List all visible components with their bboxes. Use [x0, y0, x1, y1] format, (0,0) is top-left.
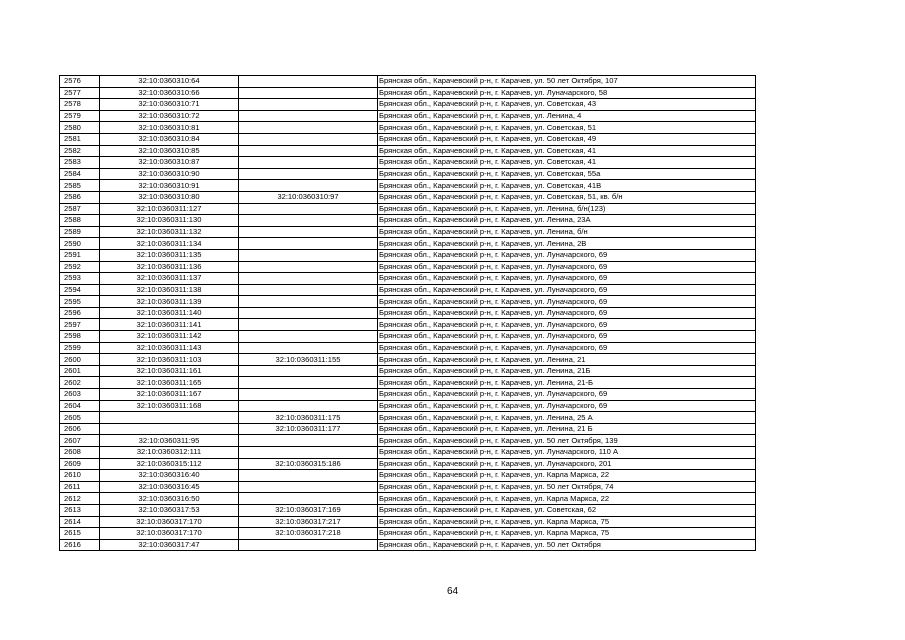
linked-cadastral-number-cell: [239, 180, 378, 192]
cadastral-number-cell: 32:10:0360311:141: [100, 319, 239, 331]
linked-cadastral-number-cell: [239, 249, 378, 261]
cadastral-number-cell: 32:10:0360311:142: [100, 331, 239, 343]
table-row: [60, 249, 756, 261]
row-number-cell: 2587: [60, 203, 100, 215]
row-number-cell: 2598: [60, 331, 100, 343]
cadastral-number-cell: 32:10:0360311:168: [100, 400, 239, 412]
table-row: [60, 400, 756, 412]
row-number-cell: 2592: [60, 261, 100, 273]
row-number-cell: 2601: [60, 365, 100, 377]
row-number-cell: 2577: [60, 87, 100, 99]
table-row: [60, 180, 756, 192]
table-row: [60, 389, 756, 401]
address-cell: Брянская обл., Карачевский р-н, г. Карачев, ул. Карла Маркса, 22: [378, 493, 756, 505]
linked-cadastral-number-cell: [239, 539, 378, 551]
cadastral-number-cell: 32:10:0360311:137: [100, 273, 239, 285]
cadastral-number-cell: 32:10:0360310:81: [100, 122, 239, 134]
linked-cadastral-number-cell: 32:10:0360317:169: [239, 504, 378, 516]
linked-cadastral-number-cell: [239, 365, 378, 377]
cadastral-number-cell: 32:10:0360311:130: [100, 215, 239, 227]
address-cell: Брянская обл., Карачевский р-н, г. Карачев, ул. Ленина, 4: [378, 110, 756, 122]
table-row: [60, 191, 756, 203]
row-number-cell: 2584: [60, 168, 100, 180]
linked-cadastral-number-cell: 32:10:0360311:155: [239, 354, 378, 366]
linked-cadastral-number-cell: 32:10:0360311:177: [239, 423, 378, 435]
table-row: [60, 238, 756, 250]
table-row: [60, 516, 756, 528]
address-cell: Брянская обл., Карачевский р-н, г. Карачев, ул. Ленина, 2В: [378, 238, 756, 250]
table-row: [60, 528, 756, 540]
linked-cadastral-number-cell: [239, 238, 378, 250]
table-row: [60, 76, 756, 88]
cadastral-number-cell: 32:10:0360317:47: [100, 539, 239, 551]
cadastral-number-cell: 32:10:0360311:134: [100, 238, 239, 250]
linked-cadastral-number-cell: [239, 76, 378, 88]
cadastral-number-cell: 32:10:0360310:85: [100, 145, 239, 157]
row-number-cell: 2610: [60, 470, 100, 482]
address-cell: Брянская обл., Карачевский р-н, г. Карачев, ул. Ленина, 21 Б: [378, 423, 756, 435]
row-number-cell: 2612: [60, 493, 100, 505]
address-cell: Брянская обл., Карачевский р-н, г. Карачев, ул. Луначарского, 58: [378, 87, 756, 99]
row-number-cell: 2609: [60, 458, 100, 470]
row-number-cell: 2596: [60, 307, 100, 319]
linked-cadastral-number-cell: [239, 203, 378, 215]
cadastral-number-cell: 32:10:0360311:140: [100, 307, 239, 319]
page-number: 64: [446, 586, 459, 597]
row-number-cell: 2605: [60, 412, 100, 424]
cadastral-number-cell: 32:10:0360311:103: [100, 354, 239, 366]
row-number-cell: 2590: [60, 238, 100, 250]
table-row: [60, 354, 756, 366]
row-number-cell: 2600: [60, 354, 100, 366]
cadastral-number-cell: 32:10:0360311:95: [100, 435, 239, 447]
address-cell: Брянская обл., Карачевский р-н, г. Карачев, ул. Советская, 41: [378, 145, 756, 157]
linked-cadastral-number-cell: [239, 145, 378, 157]
cadastral-number-cell: 32:10:0360310:91: [100, 180, 239, 192]
address-cell: Брянская обл., Карачевский р-н, г. Карачев, ул. Луначарского, 69: [378, 307, 756, 319]
table-row: [60, 122, 756, 134]
table-row: [60, 261, 756, 273]
linked-cadastral-number-cell: [239, 377, 378, 389]
row-number-cell: 2615: [60, 528, 100, 540]
address-cell: Брянская обл., Карачевский р-н, г. Карачев, ул. Ленина, б/н(123): [378, 203, 756, 215]
address-cell: Брянская обл., Карачевский р-н, г. Карачев, ул. Советская, 51, кв. б/н: [378, 191, 756, 203]
address-cell: Брянская обл., Карачевский р-н, г. Карачев, ул. 50 лет Октября: [378, 539, 756, 551]
cadastral-number-cell: 32:10:0360310:84: [100, 133, 239, 145]
linked-cadastral-number-cell: [239, 168, 378, 180]
linked-cadastral-number-cell: [239, 493, 378, 505]
cadastral-number-cell: 32:10:0360310:64: [100, 76, 239, 88]
address-cell: Брянская обл., Карачевский р-н, г. Карачев, ул. 50 лет Октября, 74: [378, 481, 756, 493]
row-number-cell: 2611: [60, 481, 100, 493]
linked-cadastral-number-cell: [239, 447, 378, 459]
cadastral-number-cell: 32:10:0360311:127: [100, 203, 239, 215]
cadastral-number-cell: 32:10:0360315:112: [100, 458, 239, 470]
linked-cadastral-number-cell: [239, 470, 378, 482]
address-cell: Брянская обл., Карачевский р-н, г. Карачев, ул. Луначарского, 69: [378, 400, 756, 412]
address-cell: Брянская обл., Карачевский р-н, г. Карачев, ул. Луначарского, 69: [378, 319, 756, 331]
linked-cadastral-number-cell: [239, 215, 378, 227]
table-row: [60, 319, 756, 331]
table-row: [60, 273, 756, 285]
address-cell: Брянская обл., Карачевский р-н, г. Карачев, ул. Луначарского, 69: [378, 273, 756, 285]
address-cell: Брянская обл., Карачевский р-н, г. Карачев, ул. Луначарского, 69: [378, 284, 756, 296]
address-cell: Брянская обл., Карачевский р-н, г. Карачев, ул. Советская, 43: [378, 99, 756, 111]
linked-cadastral-number-cell: [239, 296, 378, 308]
cadastral-number-cell: 32:10:0360311:161: [100, 365, 239, 377]
table-row: [60, 423, 756, 435]
row-number-cell: 2585: [60, 180, 100, 192]
linked-cadastral-number-cell: [239, 110, 378, 122]
linked-cadastral-number-cell: [239, 157, 378, 169]
linked-cadastral-number-cell: [239, 331, 378, 343]
address-cell: Брянская обл., Карачевский р-н, г. Карачев, ул. Луначарского, 110 А: [378, 447, 756, 459]
table-row: [60, 133, 756, 145]
table-row: [60, 493, 756, 505]
table-row: [60, 447, 756, 459]
table-row: [60, 331, 756, 343]
row-number-cell: 2606: [60, 423, 100, 435]
linked-cadastral-number-cell: [239, 122, 378, 134]
address-cell: Брянская обл., Карачевский р-н, г. Карачев, ул. Карла Маркса, 22: [378, 470, 756, 482]
linked-cadastral-number-cell: [239, 87, 378, 99]
linked-cadastral-number-cell: [239, 342, 378, 354]
cadastral-number-cell: 32:10:0360310:90: [100, 168, 239, 180]
row-number-cell: 2604: [60, 400, 100, 412]
cadastral-number-cell: 32:10:0360311:143: [100, 342, 239, 354]
address-cell: Брянская обл., Карачевский р-н, г. Карачев, ул. Советская, 41В: [378, 180, 756, 192]
table-row: [60, 377, 756, 389]
table-row: [60, 342, 756, 354]
cadastral-number-cell: 32:10:0360311:139: [100, 296, 239, 308]
table-row: [60, 435, 756, 447]
cadastral-number-cell: 32:10:0360311:138: [100, 284, 239, 296]
row-number-cell: 2602: [60, 377, 100, 389]
row-number-cell: 2583: [60, 157, 100, 169]
row-number-cell: 2579: [60, 110, 100, 122]
table-row: [60, 87, 756, 99]
cadastral-number-cell: 32:10:0360311:136: [100, 261, 239, 273]
cadastral-number-cell: 32:10:0360310:71: [100, 99, 239, 111]
linked-cadastral-number-cell: [239, 319, 378, 331]
cadastral-number-cell: 32:10:0360317:170: [100, 528, 239, 540]
table-row: [60, 307, 756, 319]
table-row: [60, 470, 756, 482]
cadastral-number-cell: 32:10:0360311:167: [100, 389, 239, 401]
address-cell: Брянская обл., Карачевский р-н, г. Карачев, ул. Луначарского, 69: [378, 249, 756, 261]
address-cell: Брянская обл., Карачевский р-н, г. Карачев, ул. Ленина, 21-Б: [378, 377, 756, 389]
linked-cadastral-number-cell: 32:10:0360317:218: [239, 528, 378, 540]
row-number-cell: 2588: [60, 215, 100, 227]
table-row: [60, 284, 756, 296]
address-cell: Брянская обл., Карачевский р-н, г. Карачев, ул. Ленина, б/н: [378, 226, 756, 238]
table-row: [60, 226, 756, 238]
row-number-cell: 2589: [60, 226, 100, 238]
cadastral-number-cell: 32:10:0360312:111: [100, 447, 239, 459]
row-number-cell: 2613: [60, 504, 100, 516]
table-row: [60, 203, 756, 215]
address-cell: Брянская обл., Карачевский р-н, г. Карачев, ул. Луначарского, 69: [378, 389, 756, 401]
address-cell: Брянская обл., Карачевский р-н, г. Карачев, ул. Ленина, 23А: [378, 215, 756, 227]
linked-cadastral-number-cell: [239, 307, 378, 319]
linked-cadastral-number-cell: [239, 400, 378, 412]
linked-cadastral-number-cell: [239, 481, 378, 493]
address-cell: Брянская обл., Карачевский р-н, г. Карачев, ул. Луначарского, 201: [378, 458, 756, 470]
row-number-cell: 2576: [60, 76, 100, 88]
cadastral-number-cell: 32:10:0360316:50: [100, 493, 239, 505]
linked-cadastral-number-cell: [239, 133, 378, 145]
table-row: [60, 168, 756, 180]
row-number-cell: 2597: [60, 319, 100, 331]
cadastral-number-cell: 32:10:0360310:87: [100, 157, 239, 169]
cadastral-number-cell: 32:10:0360317:170: [100, 516, 239, 528]
cadastral-number-cell: [100, 412, 239, 424]
row-number-cell: 2578: [60, 99, 100, 111]
table-row: [60, 481, 756, 493]
linked-cadastral-number-cell: [239, 273, 378, 285]
row-number-cell: 2603: [60, 389, 100, 401]
row-number-cell: 2616: [60, 539, 100, 551]
address-cell: Брянская обл., Карачевский р-н, г. Карачев, ул. Ленина, 21: [378, 354, 756, 366]
cadastral-number-cell: 32:10:0360311:165: [100, 377, 239, 389]
address-cell: Брянская обл., Карачевский р-н, г. Карачев, ул. Советская, 51: [378, 122, 756, 134]
row-number-cell: 2614: [60, 516, 100, 528]
cadastral-number-cell: 32:10:0360316:40: [100, 470, 239, 482]
cadastral-table: [59, 75, 756, 551]
address-cell: Брянская обл., Карачевский р-н, г. Карачев, ул. Советская, 49: [378, 133, 756, 145]
linked-cadastral-number-cell: 32:10:0360317:217: [239, 516, 378, 528]
cadastral-number-cell: 32:10:0360310:80: [100, 191, 239, 203]
linked-cadastral-number-cell: [239, 284, 378, 296]
linked-cadastral-number-cell: 32:10:0360315:186: [239, 458, 378, 470]
linked-cadastral-number-cell: [239, 99, 378, 111]
linked-cadastral-number-cell: 32:10:0360310:97: [239, 191, 378, 203]
table-row: [60, 296, 756, 308]
row-number-cell: 2594: [60, 284, 100, 296]
address-cell: Брянская обл., Карачевский р-н, г. Карачев, ул. Луначарского, 69: [378, 331, 756, 343]
table-row: [60, 365, 756, 377]
address-cell: Брянская обл., Карачевский р-н, г. Карачев, ул. Советская, 41: [378, 157, 756, 169]
address-cell: Брянская обл., Карачевский р-н, г. Карачев, ул. Советская, 55а: [378, 168, 756, 180]
table-row: [60, 504, 756, 516]
cadastral-number-cell: 32:10:0360311:132: [100, 226, 239, 238]
row-number-cell: 2593: [60, 273, 100, 285]
row-number-cell: 2580: [60, 122, 100, 134]
address-cell: Брянская обл., Карачевский р-н, г. Карачев, ул. Луначарского, 69: [378, 296, 756, 308]
address-cell: Брянская обл., Карачевский р-н, г. Карачев, ул. Ленина, 25 А: [378, 412, 756, 424]
address-cell: Брянская обл., Карачевский р-н, г. Карачев, ул. Карла Маркса, 75: [378, 516, 756, 528]
linked-cadastral-number-cell: 32:10:0360311:175: [239, 412, 378, 424]
address-cell: Брянская обл., Карачевский р-н, г. Карачев, ул. Луначарского, 69: [378, 261, 756, 273]
row-number-cell: 2608: [60, 447, 100, 459]
address-cell: Брянская обл., Карачевский р-н, г. Карачев, ул. Карла Маркса, 75: [378, 528, 756, 540]
cadastral-number-cell: 32:10:0360311:135: [100, 249, 239, 261]
row-number-cell: 2595: [60, 296, 100, 308]
table-row: [60, 99, 756, 111]
cadastral-number-cell: 32:10:0360310:72: [100, 110, 239, 122]
table-row: [60, 145, 756, 157]
linked-cadastral-number-cell: [239, 226, 378, 238]
row-number-cell: 2607: [60, 435, 100, 447]
cadastral-number-cell: 32:10:0360316:45: [100, 481, 239, 493]
address-cell: Брянская обл., Карачевский р-н, г. Карачев, ул. 50 лет Октября, 139: [378, 435, 756, 447]
table-row: [60, 215, 756, 227]
table-row: [60, 157, 756, 169]
row-number-cell: 2599: [60, 342, 100, 354]
table-row: [60, 412, 756, 424]
table-body: [60, 76, 756, 551]
table-row: [60, 539, 756, 551]
linked-cadastral-number-cell: [239, 389, 378, 401]
address-cell: Брянская обл., Карачевский р-н, г. Карачев, ул. Советская, 62: [378, 504, 756, 516]
address-cell: Брянская обл., Карачевский р-н, г. Карачев, ул. Луначарского, 69: [378, 342, 756, 354]
row-number-cell: 2581: [60, 133, 100, 145]
cadastral-number-cell: [100, 423, 239, 435]
table-row: [60, 458, 756, 470]
row-number-cell: 2582: [60, 145, 100, 157]
cadastral-number-cell: 32:10:0360310:66: [100, 87, 239, 99]
row-number-cell: 2591: [60, 249, 100, 261]
address-cell: Брянская обл., Карачевский р-н, г. Карачев, ул. 50 лет Октября, 107: [378, 76, 756, 88]
table-row: [60, 110, 756, 122]
address-cell: Брянская обл., Карачевский р-н, г. Карачев, ул. Ленина, 21Б: [378, 365, 756, 377]
row-number-cell: 2586: [60, 191, 100, 203]
cadastral-number-cell: 32:10:0360317:53: [100, 504, 239, 516]
linked-cadastral-number-cell: [239, 261, 378, 273]
linked-cadastral-number-cell: [239, 435, 378, 447]
